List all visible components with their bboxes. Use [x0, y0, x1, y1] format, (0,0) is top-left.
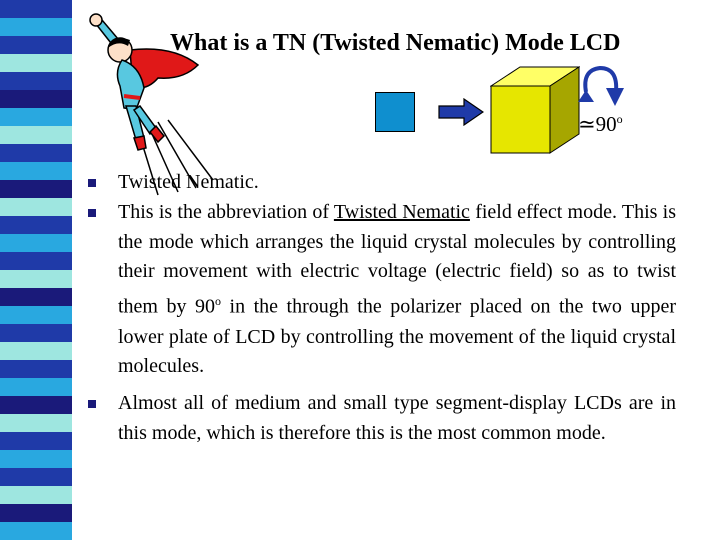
stripe-block	[0, 522, 72, 540]
slide-title: What is a TN (Twisted Nematic) Mode LCD	[170, 30, 621, 56]
bullet-square-icon	[88, 400, 96, 408]
yellow-cube-graphic	[490, 66, 580, 154]
stripe-block	[0, 360, 72, 378]
bullet-text: Twisted Nematic.	[118, 171, 259, 193]
angle-label: ≃90$^o$	[578, 112, 623, 136]
list-item	[86, 168, 676, 198]
stripe-block	[0, 342, 72, 360]
stripe-block	[0, 468, 72, 486]
stripe-block	[0, 306, 72, 324]
stripe-block	[0, 126, 72, 144]
stripe-block	[0, 162, 72, 180]
stripe-block	[0, 486, 72, 504]
stripe-block	[0, 324, 72, 342]
stripe-block	[0, 234, 72, 252]
stripe-block	[0, 288, 72, 306]
bullet-list	[86, 168, 676, 449]
stripe-block	[0, 180, 72, 198]
list-item	[86, 198, 676, 382]
bullet-text-pre: This is the abbreviation of	[118, 200, 334, 223]
bullet-square-icon	[88, 179, 96, 187]
stripe-block	[0, 396, 72, 414]
stripe-block	[0, 198, 72, 216]
stripe-block	[0, 144, 72, 162]
stripe-block	[0, 270, 72, 288]
stripe-block	[0, 450, 72, 468]
stripe-block	[0, 72, 72, 90]
stripe-block	[0, 252, 72, 270]
stripe-block	[0, 108, 72, 126]
curved-rotation-arrow-icon	[572, 62, 628, 112]
stripe-block	[0, 216, 72, 234]
stripe-block	[0, 36, 72, 54]
stripe-block	[0, 54, 72, 72]
bullet-text-mid: field effect mode. This is the mode which arranges the liquid crystal molecules by controlling their movement with electric voltage (electric field) so as to twist them by 90	[118, 200, 677, 318]
bullet-square-icon	[88, 209, 96, 217]
blue-square-graphic	[375, 92, 415, 132]
stripe-block	[0, 504, 72, 522]
stripe-block	[0, 18, 72, 36]
stripe-block	[0, 378, 72, 396]
degree-superscript: o	[215, 294, 222, 309]
stripe-block	[0, 432, 72, 450]
bullet-text: Almost all of medium and small type segment-display LCDs are in this mode, which is therefore this is the most common mode.	[118, 392, 676, 445]
list-item	[86, 389, 676, 449]
stripe-block	[0, 90, 72, 108]
stripe-block	[0, 0, 72, 18]
right-arrow-icon	[438, 98, 484, 126]
bullet-text-post: in the through the polarizer placed on the two upper lower plate of LCD by controlling the movement of the liquid crystal molecules.	[118, 295, 676, 378]
stripe-block	[0, 414, 72, 432]
underlined-term: Twisted Nematic	[333, 200, 470, 223]
decorative-stripe	[0, 0, 72, 540]
